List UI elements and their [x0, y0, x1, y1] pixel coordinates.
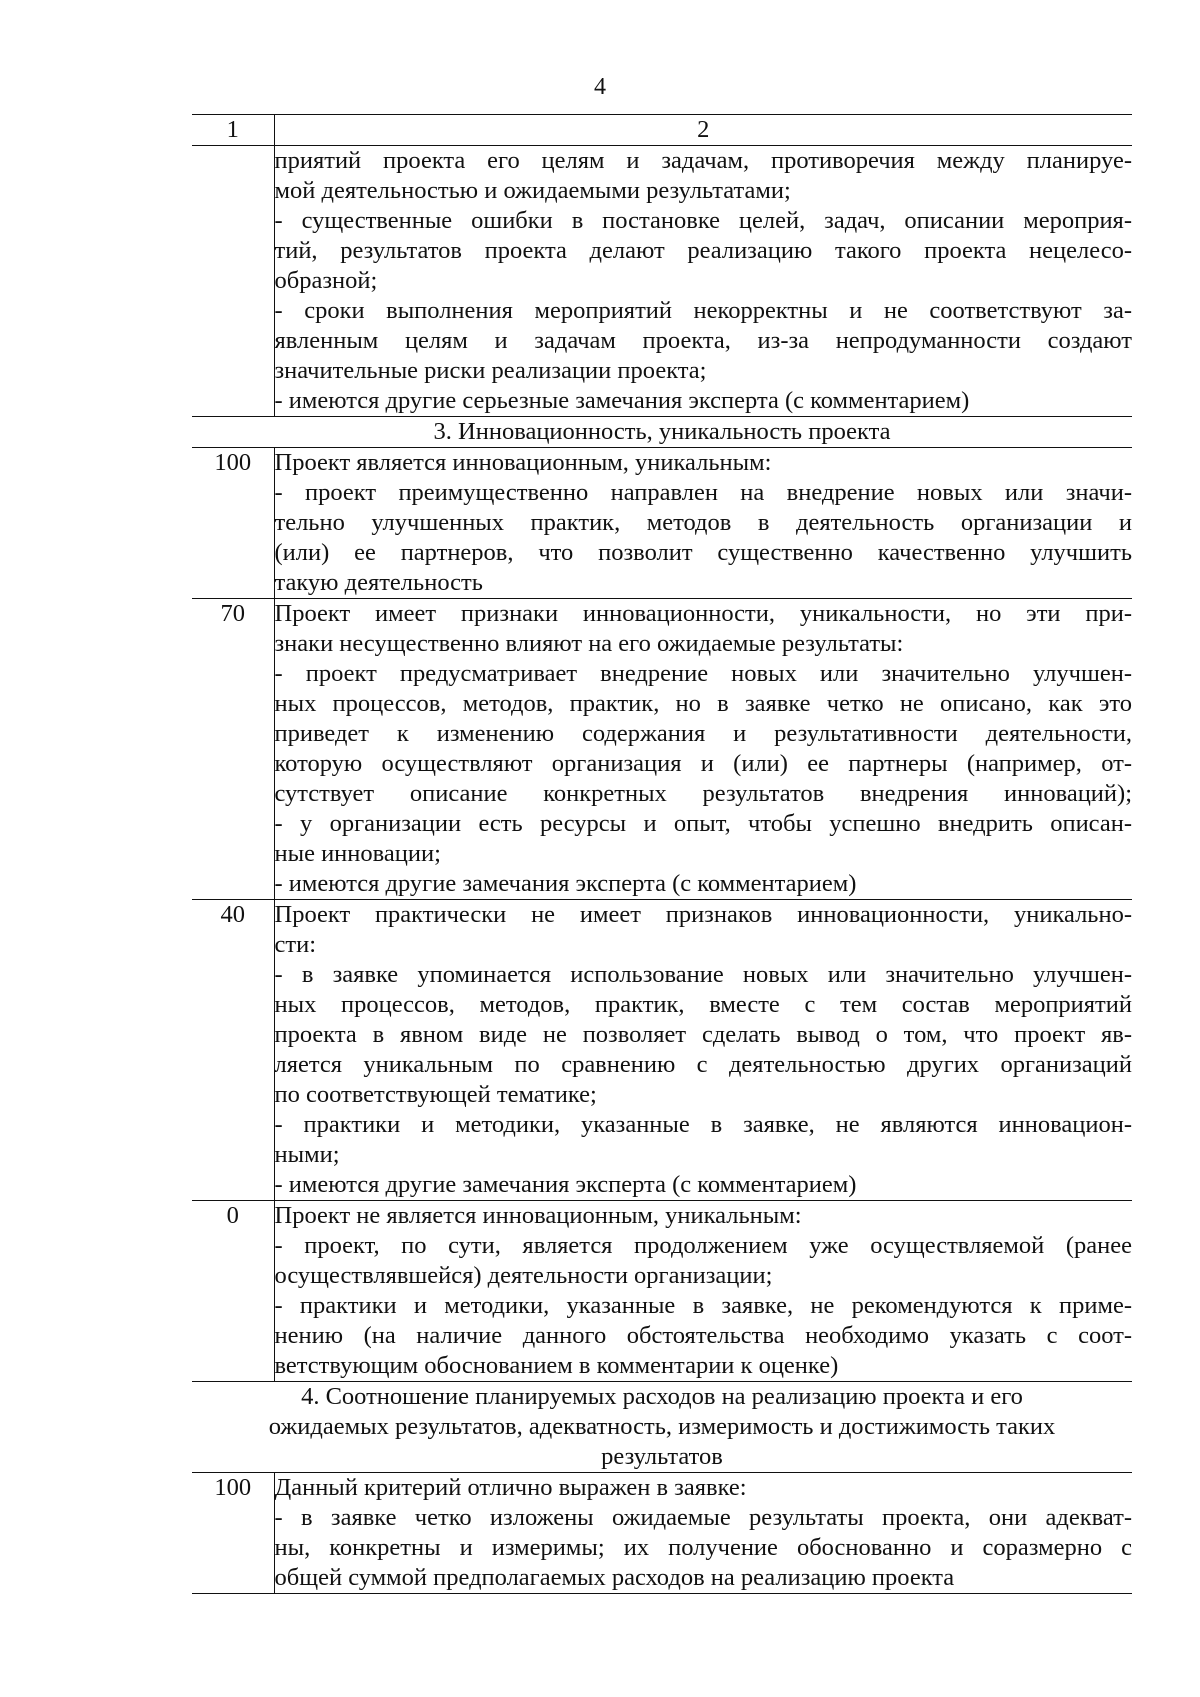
text-line: образной;	[274, 267, 378, 294]
text-line: ных процессов, методов, практик, но в заявке четко не описано, как это	[274, 690, 1132, 717]
table-row	[192, 448, 1132, 599]
text-line: явленным целям и задачам проекта, из-за непродуманности создают	[274, 327, 1132, 354]
score-cell: 70	[192, 599, 274, 900]
text-line: такую деятельность	[274, 569, 483, 596]
description-cell	[274, 900, 1132, 1201]
text-line: - проект преимущественно направлен на внедрение новых или значи-	[274, 479, 1132, 506]
criteria-table	[192, 114, 1132, 1594]
section-title-line: 4. Соотношение планируемых расходов на реализацию проекта и его	[301, 1383, 1023, 1410]
score-cell	[192, 146, 274, 417]
text-line: нению (на наличие данного обстоятельства необходимо указать с соот-	[274, 1322, 1132, 1349]
text-line: сутствует описание конкретных результатов внедрения инноваций);	[274, 780, 1132, 807]
description-cell	[274, 448, 1132, 599]
text-line: которую осуществляют организация и (или) ее партнеры (например, от-	[274, 750, 1132, 777]
score-cell: 100	[192, 1473, 274, 1594]
text-line: - практики и методики, указанные в заявке, не рекомендуются к приме-	[274, 1292, 1132, 1319]
text-line: ными;	[274, 1141, 340, 1168]
text-line: знаки несущественно влияют на его ожидаемые результаты:	[274, 630, 904, 657]
text-line: тельно улучшенных практик, методов в деятельность организации и	[274, 509, 1132, 536]
table-row	[192, 1473, 1132, 1594]
table-row	[192, 900, 1132, 1201]
text-line: ные инновации;	[274, 840, 441, 867]
text-line: - имеются другие замечания эксперта (с комментарием)	[274, 1171, 857, 1198]
text-line: - в заявке четко изложены ожидаемые результаты проекта, они адекват-	[274, 1504, 1132, 1531]
text-line: (или) ее партнеров, что позволит существенно качественно улучшить	[274, 539, 1132, 566]
text-line: Проект имеет признаки инновационности, уникальности, но эти при-	[274, 600, 1132, 627]
text-line: ных процессов, методов, практик, вместе с тем состав мероприятий	[274, 991, 1132, 1018]
score-cell: 100	[192, 448, 274, 599]
text-line: проекта в явном виде не позволяет сделать вывод о том, что проект яв-	[274, 1021, 1132, 1048]
section-heading-row	[192, 1382, 1132, 1473]
text-line: общей суммой предполагаемых расходов на реализацию проекта	[274, 1564, 955, 1591]
text-line: по соответствующей тематике;	[274, 1081, 597, 1108]
table-row	[192, 146, 1132, 417]
text-line: - практики и методики, указанные в заявке, не являются инновацион-	[274, 1111, 1132, 1138]
text-line: - проект, по сути, является продолжением уже осуществляемой (ранее	[274, 1232, 1132, 1259]
text-line: приведет к изменению содержания и результативности деятельности,	[274, 720, 1132, 747]
text-line: - имеются другие серьезные замечания эксперта (с комментарием)	[274, 387, 970, 414]
description-cell	[274, 146, 1132, 417]
text-line: - сроки выполнения мероприятий некорректны и не соответствуют за-	[274, 297, 1132, 324]
description-cell	[274, 1201, 1132, 1382]
text-line: Данный критерий отлично выражен в заявке:	[274, 1474, 747, 1501]
text-line: значительные риски реализации проекта;	[274, 357, 707, 384]
text-line: мой деятельностью и ожидаемыми результатами;	[274, 177, 791, 204]
table-header-row	[192, 115, 1132, 146]
text-line: осуществлявшейся) деятельности организации;	[274, 1262, 773, 1289]
text-line: ляется уникальным по сравнению с деятельностью других организаций	[274, 1051, 1132, 1078]
text-line: тий, результатов проекта делают реализацию такого проекта нецелесо-	[274, 237, 1132, 264]
table-row	[192, 1201, 1132, 1382]
text-line: - имеются другие замечания эксперта (с комментарием)	[274, 870, 857, 897]
score-cell: 0	[192, 1201, 274, 1382]
table-row	[192, 599, 1132, 900]
text-line: ветствующим обоснованием в комментарии к оценке)	[274, 1352, 839, 1379]
text-line: - у организации есть ресурсы и опыт, чтобы успешно внедрить описан-	[274, 810, 1132, 837]
description-cell	[274, 1473, 1132, 1594]
section-title-line: результатов	[601, 1443, 723, 1470]
score-cell: 40	[192, 900, 274, 1201]
column-header-description: 2	[274, 115, 1132, 146]
text-line: Проект практически не имеет признаков инновационности, уникально-	[274, 901, 1132, 928]
text-line: - существенные ошибки в постановке целей, задач, описании мероприя-	[274, 207, 1132, 234]
text-line: приятий проекта его целям и задачам, противоречия между планируе-	[274, 147, 1132, 174]
section-title	[192, 1382, 1132, 1473]
description-cell	[274, 599, 1132, 900]
text-line: Проект является инновационным, уникальным:	[274, 449, 772, 476]
text-line: - проект предусматривает внедрение новых или значительно улучшен-	[274, 660, 1132, 687]
text-line: ны, конкретны и измеримы; их получение обоснованно и соразмерно с	[274, 1534, 1132, 1561]
column-header-score: 1	[192, 115, 274, 146]
page-number: 4	[594, 74, 606, 100]
section-heading-row	[192, 417, 1132, 448]
section-title-line: ожидаемых результатов, адекватность, измеримость и достижимость таких	[268, 1413, 1056, 1440]
text-line: - в заявке упоминается использование новых или значительно улучшен-	[274, 961, 1132, 988]
text-line: Проект не является инновационным, уникальным:	[274, 1202, 802, 1229]
section-title: 3. Инновационность, уникальность проекта	[192, 417, 1132, 448]
text-line: сти:	[274, 931, 316, 958]
